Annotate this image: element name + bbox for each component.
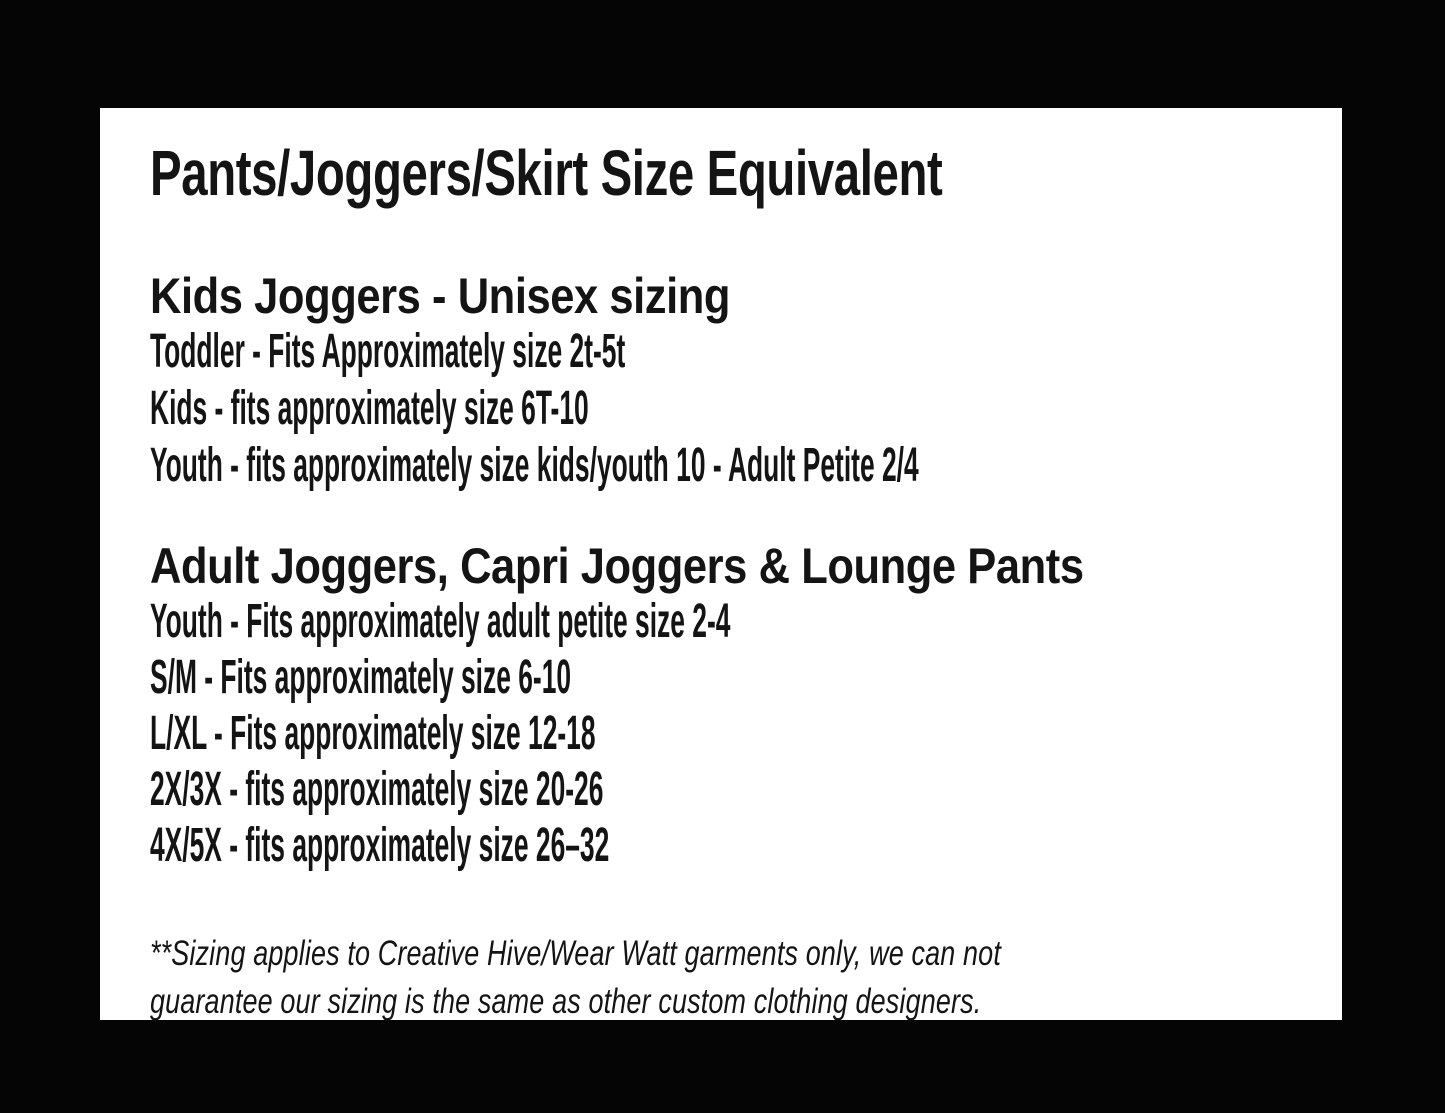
kids-joggers-heading — [150, 268, 817, 324]
page-title — [150, 137, 1221, 209]
page-title-text: Pants/Joggers/Skirt Size Equivalent — [150, 137, 943, 209]
size-line-4x5x: 4X/5X - fits approximately size 26–32 — [150, 819, 610, 872]
kids-joggers-heading-text: Kids Joggers - Unisex sizing — [150, 268, 731, 324]
adult-joggers-size-list — [150, 594, 1205, 874]
size-line-kids: Kids - fits approximately size 6T-10 — [150, 382, 589, 435]
kids-joggers-size-list — [150, 323, 1445, 494]
sizing-disclaimer-line-2: guarantee our sizing is the same as other custom clothing designers. — [150, 982, 982, 1021]
adult-joggers-heading-text: Adult Joggers, Capri Joggers & Lounge Pants — [150, 538, 1084, 594]
size-line-toddler: Toddler - Fits Approximately size 2t-5t — [150, 325, 626, 378]
size-line-youth-adult: Youth - Fits approximately adult petite size 2-4 — [150, 595, 731, 648]
adult-joggers-heading — [150, 538, 1223, 594]
size-line-youth-kids: Youth - fits approximately size kids/youth 10 - Adult Petite 2/4 — [150, 439, 919, 492]
sizing-disclaimer-line-1: **Sizing applies to Creative Hive/Wear Watt garments only, we can not — [150, 934, 1001, 973]
size-line-lxl: L/XL - Fits approximately size 12-18 — [150, 707, 596, 760]
sizing-disclaimer — [150, 930, 1255, 1026]
size-line-2x3x: 2X/3X - fits approximately size 20-26 — [150, 763, 604, 816]
size-line-sm: S/M - Fits approximately size 6-10 — [150, 651, 572, 704]
size-chart-panel — [100, 108, 1342, 1020]
